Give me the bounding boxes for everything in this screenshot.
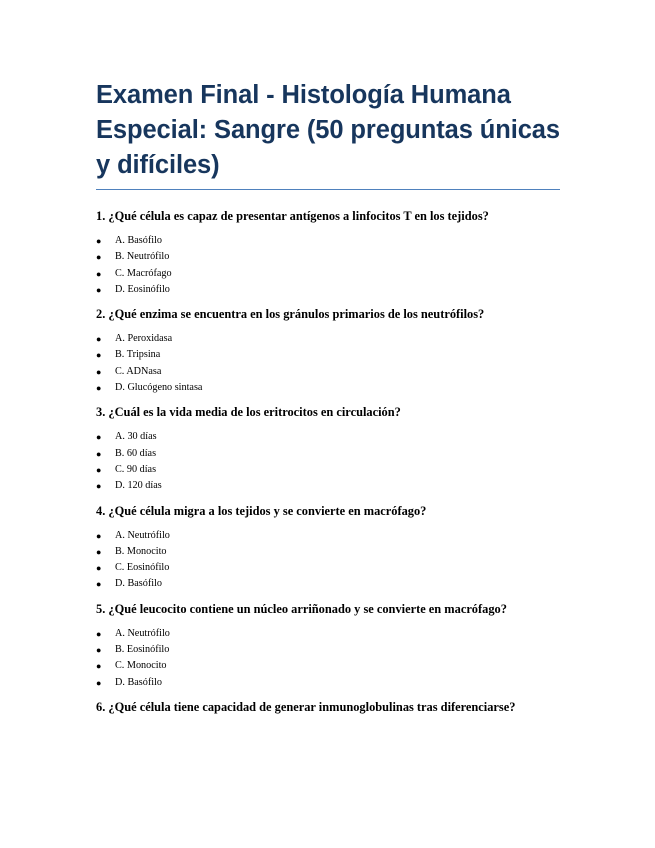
bullet-icon: ● (96, 334, 102, 345)
answer-option-label: C. ADNasa (115, 365, 162, 377)
question-block (96, 600, 560, 691)
answer-option (96, 233, 560, 249)
question-text (96, 600, 560, 619)
answer-option (96, 446, 560, 462)
answer-option-label: D. 120 días (115, 480, 162, 492)
bullet-icon: ● (96, 464, 102, 475)
bullet-icon: ● (96, 661, 102, 672)
answer-option (96, 675, 560, 691)
answer-option-label: D. Basófilo (115, 676, 162, 688)
bullet-icon: ● (96, 236, 102, 246)
answer-option-label: D. Glucógeno sintasa (115, 382, 203, 394)
answer-option-label: A. 30 días (115, 431, 157, 443)
bullet-icon: ● (96, 579, 102, 590)
bullet-icon: ● (96, 677, 102, 688)
option-list (96, 429, 560, 494)
answer-option (96, 462, 560, 478)
answer-option (96, 364, 560, 380)
answer-option (96, 249, 560, 265)
answer-option (96, 642, 560, 658)
question-prompt: ¿Qué célula migra a los tejidos y se convierte en macrófago? (108, 503, 427, 518)
question-text (96, 502, 560, 521)
answer-option (96, 347, 560, 363)
question-block (96, 403, 560, 494)
exam-page (96, 78, 560, 724)
bullet-icon: ● (96, 546, 102, 557)
bullet-icon: ● (96, 268, 102, 279)
answer-option-label: D. Basófilo (115, 578, 162, 590)
bullet-icon: ● (96, 432, 102, 443)
answer-option (96, 282, 560, 298)
page-title: Examen Final - Histología Humana Especial: Sangre (50 preguntas únicas y difíciles) (96, 78, 560, 190)
question-number: 5. (96, 601, 106, 616)
answer-option-label: B. Neutrófilo (115, 251, 170, 263)
question-prompt: ¿Qué célula es capaz de presentar antígenos a linfocitos T en los tejidos? (108, 209, 489, 223)
answer-option-label: B. Tripsina (115, 349, 161, 361)
answer-option (96, 331, 560, 347)
answer-option-label: B. Monocito (115, 545, 167, 557)
question-text (96, 698, 560, 717)
question-number: 4. (96, 503, 106, 518)
answer-option (96, 429, 560, 445)
bullet-icon: ● (96, 530, 102, 541)
answer-option (96, 576, 560, 592)
question-text (96, 207, 560, 226)
bullet-icon: ● (96, 350, 102, 361)
question-prompt: ¿Qué célula tiene capacidad de generar inmunoglobulinas tras diferenciarse? (108, 699, 516, 714)
option-list (96, 528, 560, 593)
answer-option-label: A. Neutrófilo (115, 627, 170, 639)
answer-option (96, 380, 560, 396)
bullet-icon: ● (96, 448, 102, 459)
question-prompt: ¿Qué leucocito contiene un núcleo arriñonado y se convierte en macrófago? (108, 601, 507, 616)
option-list (96, 233, 560, 298)
question-number: 6. (96, 699, 106, 714)
answer-option-label: A. Peroxidasa (115, 333, 173, 345)
answer-option-label: C. Macrófago (115, 267, 172, 279)
answer-option-label: C. Eosinófilo (115, 562, 170, 574)
bullet-icon: ● (96, 252, 102, 263)
question-number: 3. (96, 405, 106, 420)
answer-option (96, 544, 560, 560)
question-block (96, 502, 560, 593)
bullet-icon: ● (96, 563, 102, 574)
bullet-icon: ● (96, 645, 102, 656)
question-block (96, 305, 560, 396)
answer-option-label: A. Basófilo (115, 235, 162, 246)
question-text (96, 305, 560, 324)
answer-option (96, 560, 560, 576)
question-number: 2. (96, 307, 106, 322)
option-list (96, 626, 560, 691)
option-list (96, 331, 560, 396)
answer-option (96, 266, 560, 282)
answer-option-label: B. 60 días (115, 447, 157, 459)
question-block (96, 698, 560, 717)
question-prompt: ¿Cuál es la vida media de los eritrocitos en circulación? (108, 405, 401, 420)
answer-option-label: B. Eosinófilo (115, 644, 170, 656)
question-number: 1. (96, 209, 106, 223)
bullet-icon: ● (96, 628, 102, 639)
answer-option-label: C. 90 días (115, 463, 157, 475)
question-prompt: ¿Qué enzima se encuentra en los gránulos primarios de los neutrófilos? (108, 307, 485, 322)
answer-option (96, 528, 560, 544)
bullet-icon: ● (96, 284, 102, 295)
bullet-icon: ● (96, 366, 102, 377)
answer-option (96, 478, 560, 494)
answer-option-label: D. Eosinófilo (115, 283, 170, 295)
question-block (96, 207, 560, 298)
answer-option-label: A. Neutrófilo (115, 529, 170, 541)
answer-option (96, 658, 560, 674)
bullet-icon: ● (96, 383, 102, 394)
question-list (96, 207, 560, 717)
question-text (96, 403, 560, 422)
answer-option-label: C. Monocito (115, 660, 167, 672)
bullet-icon: ● (96, 481, 102, 492)
answer-option (96, 626, 560, 642)
